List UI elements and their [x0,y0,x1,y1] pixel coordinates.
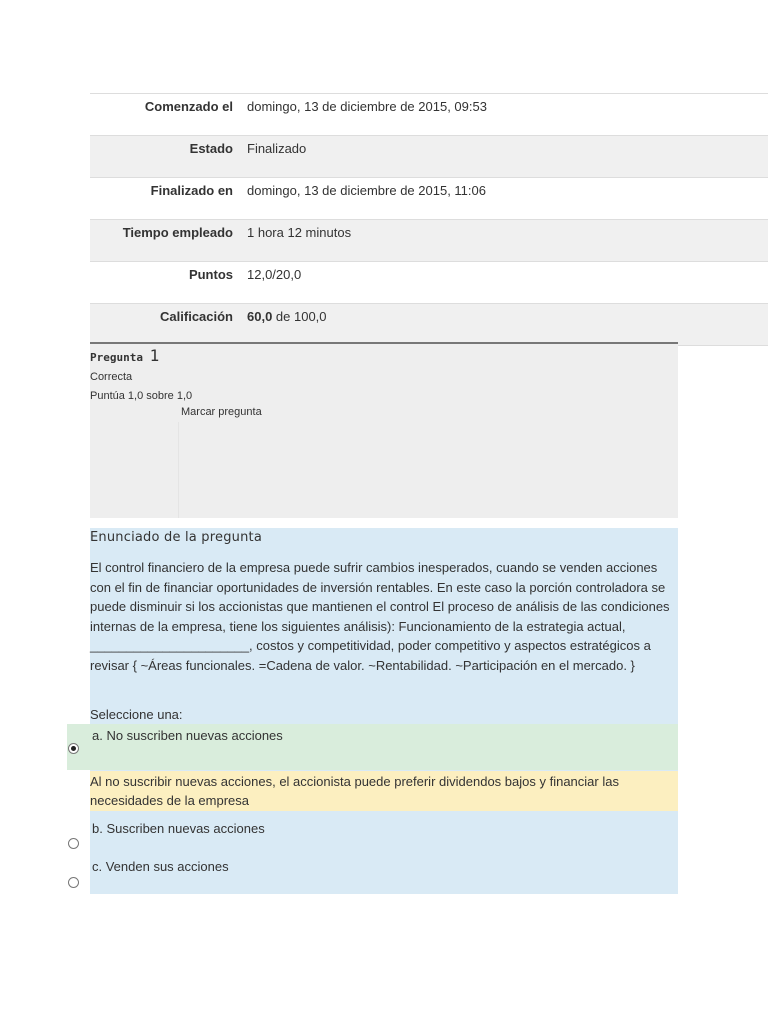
summary-label: Estado [189,141,233,156]
summary-row-grade [90,304,768,346]
question-number [90,346,159,365]
divider [178,422,179,518]
summary-row-time-taken [90,220,768,262]
answer-b-radio[interactable] [68,838,79,849]
question-number-value: 1 [149,346,160,365]
question-text: El control financiero de la empresa puede sufrir cambios inesperados, cuando se venden acciones con el fin de financiar oportunidades de inversión rentables. En este caso la porción controladora se puede disminuir si los accionistas que mantienen el control El proceso de análisis de las condiciones internas de la empresa, tiene los siguientes análisis): Funcionamiento de la estrategia actual, ______________________, costos y competitividad, poder competitivo y aspectos estratégicos a revisar { ~Áreas funcionales. =Cadena de valor. ~Rentabilidad. ~Participación en el mercado. } [90,560,670,673]
answer-option-a[interactable] [67,724,678,770]
answer-prompt: Seleccione una: [90,707,183,722]
summary-value: domingo, 13 de diciembre de 2015, 11:06 [247,183,486,198]
summary-row-finished [90,178,768,220]
summary-value [233,304,327,345]
answer-c-label: c. Venden sus acciones [92,859,229,874]
question-label: Pregunta [90,351,143,364]
summary-value: Finalizado [247,141,307,156]
summary-label: Tiempo empleado [122,225,233,240]
answer-feedback: Al no suscribir nuevas acciones, el accionista puede preferir dividendos bajos y financiar las necesidades de la empresa [90,771,678,811]
summary-value: 12,0/20,0 [247,267,302,282]
question-grade: Puntúa 1,0 sobre 1,0 [90,390,193,402]
summary-label: Puntos [188,267,233,282]
summary-value: 1 hora 12 minutos [247,225,352,240]
answer-b-label: b. Suscriben nuevas acciones [92,821,265,836]
answer-a-radio[interactable] [68,743,79,754]
answer-option-c[interactable] [67,857,678,894]
summary-label: Calificación [160,309,233,324]
summary-value: domingo, 13 de diciembre de 2015, 09:53 [247,99,487,114]
summary-label: Comenzado el [144,99,233,114]
summary-label: Finalizado en [150,183,233,198]
grade-value: 60,0 [247,309,273,324]
attempt-summary-table [90,93,768,346]
answer-a-label: a. No suscriben nuevas acciones [92,728,283,743]
answer-option-b[interactable] [67,817,678,857]
flag-question-link[interactable]: Marcar pregunta [181,406,262,418]
grade-max: de 100,0 [272,309,327,324]
answer-c-radio[interactable] [68,877,79,888]
summary-row-marks [90,262,768,304]
summary-row-state [90,136,768,178]
summary-row-started [90,94,768,136]
question-text-heading: Enunciado de la pregunta [90,530,262,545]
question-info [90,342,678,518]
question-state: Correcta [90,371,133,383]
